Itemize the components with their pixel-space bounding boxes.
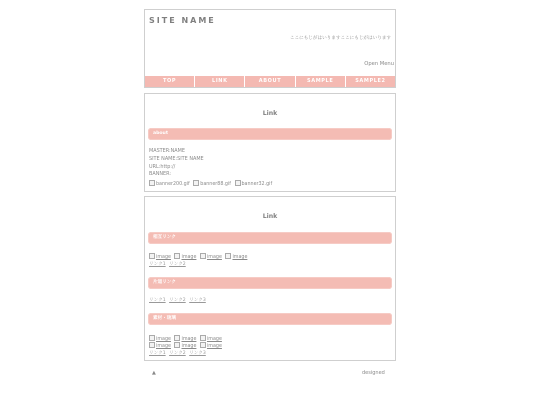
text-link[interactable]: リンク1	[149, 298, 166, 303]
site-header	[144, 9, 396, 88]
link-image[interactable]: image	[200, 255, 222, 260]
broken-image-icon	[235, 180, 241, 186]
nav-top[interactable]: TOP	[163, 78, 177, 84]
broken-image-icon	[149, 335, 155, 341]
broken-image-icon	[193, 180, 199, 186]
text-link[interactable]: リンク1	[149, 351, 166, 356]
text-link[interactable]: リンク2	[169, 298, 186, 303]
section-title: Link	[262, 110, 278, 117]
text-link[interactable]: リンク2	[169, 351, 186, 356]
oneway-links-heading: 片道リンク	[153, 280, 176, 285]
link-image[interactable]: image	[200, 337, 222, 342]
banner-image[interactable]: banner88.gif	[193, 182, 231, 187]
link-image[interactable]: image	[149, 337, 171, 342]
oneway-links-heading-bar	[148, 277, 392, 289]
broken-image-icon	[174, 253, 180, 259]
banner-image[interactable]: banner200.gif	[149, 182, 190, 187]
about-heading-bar	[148, 128, 392, 140]
main-nav	[145, 76, 395, 87]
mutual-links-heading: 相互リンク	[153, 235, 176, 240]
text-link[interactable]: リンク3	[189, 351, 206, 356]
link-image[interactable]: image	[174, 255, 196, 260]
link-image[interactable]: image	[174, 344, 196, 349]
link-image[interactable]: image	[225, 255, 247, 260]
banner-line: BANNER:	[149, 171, 172, 178]
broken-image-icon	[149, 180, 155, 186]
site-name-line: SITE NAME:SITE NAME	[149, 155, 204, 162]
nav-about[interactable]: ABOUT	[244, 76, 294, 87]
nav-sample2[interactable]: SAMPLE2	[345, 76, 395, 87]
url-line: URL:http://	[149, 163, 176, 170]
site-tagline: ここにもじがはいりますここにもじがはいります	[289, 36, 391, 41]
broken-image-icon	[149, 253, 155, 259]
link-image[interactable]: image	[149, 255, 171, 260]
nav-link[interactable]: LINK	[194, 76, 244, 87]
banner-images	[149, 180, 274, 187]
material-link-images-row1	[149, 335, 224, 342]
page-top-icon[interactable]: ▲	[152, 370, 156, 376]
link-image[interactable]: image	[200, 344, 222, 349]
mutual-link-images	[149, 253, 249, 260]
material-link-images-row2	[149, 342, 224, 349]
broken-image-icon	[200, 342, 206, 348]
designed-credit[interactable]: designed	[362, 370, 385, 376]
broken-image-icon	[174, 342, 180, 348]
section-title: Link	[262, 213, 278, 220]
site-name[interactable]: SITE NAME	[149, 16, 216, 25]
oneway-text-links	[149, 297, 208, 303]
link-image[interactable]: image	[149, 344, 171, 349]
material-text-links	[149, 350, 208, 356]
broken-image-icon	[225, 253, 231, 259]
about-heading-label: about	[153, 131, 169, 136]
broken-image-icon	[200, 253, 206, 259]
about-box	[144, 93, 396, 192]
material-links-heading: 素材・琉璃	[153, 316, 176, 321]
about-info	[149, 148, 204, 179]
link-box	[144, 196, 396, 361]
broken-image-icon	[200, 335, 206, 341]
material-links-heading-bar	[148, 313, 392, 325]
broken-image-icon	[149, 342, 155, 348]
link-image[interactable]: image	[174, 337, 196, 342]
text-link[interactable]: リンク3	[189, 298, 206, 303]
text-link[interactable]: リンク1	[149, 262, 166, 267]
text-link[interactable]: リンク2	[169, 262, 186, 267]
mutual-text-links	[149, 261, 188, 267]
broken-image-icon	[174, 335, 180, 341]
banner-image[interactable]: banner32.gif	[235, 182, 273, 187]
open-menu-link[interactable]: Open Menu	[364, 61, 394, 67]
nav-sample[interactable]: SAMPLE	[295, 76, 345, 87]
master-line: MASTER:NAME	[149, 148, 185, 154]
mutual-links-heading-bar	[148, 232, 392, 244]
